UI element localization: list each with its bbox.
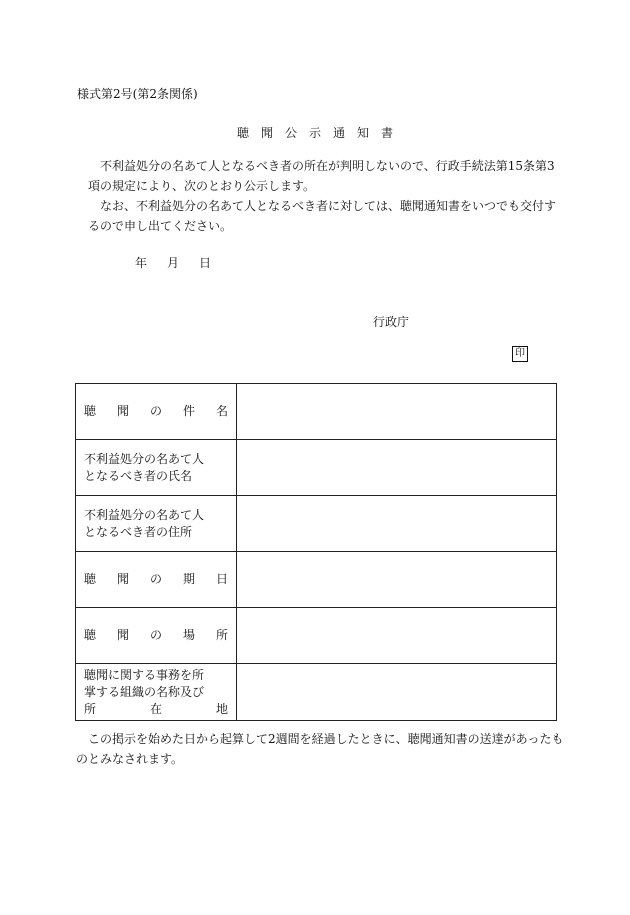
row-label-office-name-location xyxy=(76,664,237,721)
title-char: 公 xyxy=(284,126,297,140)
date-day: 日 xyxy=(199,256,212,270)
label-char: の xyxy=(149,404,162,418)
table-row xyxy=(76,440,557,496)
title-char: 書 xyxy=(381,126,394,140)
label-line: 聴聞に関する事務を所 xyxy=(84,667,205,682)
form-number: 様式第2号(第2条関係) xyxy=(77,87,198,101)
issuing-agency: 行政庁 xyxy=(373,315,410,329)
label-char: 場 xyxy=(182,628,195,642)
title-char: 通 xyxy=(333,126,346,140)
seal-mark: 印 xyxy=(512,346,528,362)
value-recipient-name[interactable] xyxy=(237,440,557,496)
title-char: 聞 xyxy=(260,126,273,140)
date-month: 月 xyxy=(167,256,180,270)
notice-paragraph-1-line-2: 項の規定により、次のとおり公示します。 xyxy=(88,179,316,193)
label-char: 所 xyxy=(84,701,97,716)
value-recipient-address[interactable] xyxy=(237,496,557,552)
row-label-hearing-place xyxy=(76,608,237,664)
label-char: 所 xyxy=(215,628,228,642)
title-char: 知 xyxy=(357,126,370,140)
hearing-details-table xyxy=(75,383,557,721)
notice-paragraph-1-line-1: 不利益処分の名あて人となるべき者の所在が判明しないので、行政手続法第15条第3 xyxy=(100,159,555,173)
title-char: 示 xyxy=(308,126,321,140)
notice-paragraph-2-line-2: るので申し出てください。 xyxy=(88,219,233,233)
table-row xyxy=(76,608,557,664)
title-char: 聴 xyxy=(236,126,249,140)
label-char: 名 xyxy=(215,404,228,418)
value-hearing-date[interactable] xyxy=(237,552,557,608)
label-char: 期 xyxy=(182,572,195,586)
label-char: 日 xyxy=(215,572,228,586)
label-line: 不利益処分の名あて人 xyxy=(84,451,205,466)
row-label-hearing-subject xyxy=(76,384,237,440)
table-row xyxy=(76,384,557,440)
label-char: 聞 xyxy=(116,628,129,642)
label-char: 聞 xyxy=(116,572,129,586)
document-title xyxy=(0,124,630,141)
table-row xyxy=(76,496,557,552)
value-hearing-subject[interactable] xyxy=(237,384,557,440)
label-char: 聴 xyxy=(84,404,97,418)
label-char: の xyxy=(149,572,162,586)
row-label-recipient-name xyxy=(76,440,237,496)
label-line: となるべき者の住所 xyxy=(84,524,193,539)
label-char: の xyxy=(149,628,162,642)
label-char: 件 xyxy=(182,404,195,418)
footer-note-line-1: この掲示を始めた日から起算して2週間を経過したときに、聴聞通知書の送達があったも xyxy=(88,732,564,746)
row-label-recipient-address xyxy=(76,496,237,552)
date-year: 年 xyxy=(135,256,148,270)
value-office-name-location[interactable] xyxy=(237,664,557,721)
label-char: 聞 xyxy=(116,404,129,418)
label-char: 地 xyxy=(215,701,228,716)
label-line: となるべき者の氏名 xyxy=(84,468,193,483)
label-char: 在 xyxy=(149,701,162,716)
label-line: 掌する組織の名称及び xyxy=(84,684,205,699)
label-char: 聴 xyxy=(84,572,97,586)
table-row xyxy=(76,552,557,608)
notice-paragraph-2-line-1: なお、不利益処分の名あて人となるべき者に対しては、聴聞通知書をいつでも交付す xyxy=(100,199,557,213)
value-hearing-place[interactable] xyxy=(237,608,557,664)
label-char: 聴 xyxy=(84,628,97,642)
table-row xyxy=(76,664,557,721)
footer-note-line-2: のとみなされます。 xyxy=(76,752,184,766)
row-label-hearing-date xyxy=(76,552,237,608)
date-line xyxy=(135,254,211,271)
label-line: 不利益処分の名あて人 xyxy=(84,507,205,522)
